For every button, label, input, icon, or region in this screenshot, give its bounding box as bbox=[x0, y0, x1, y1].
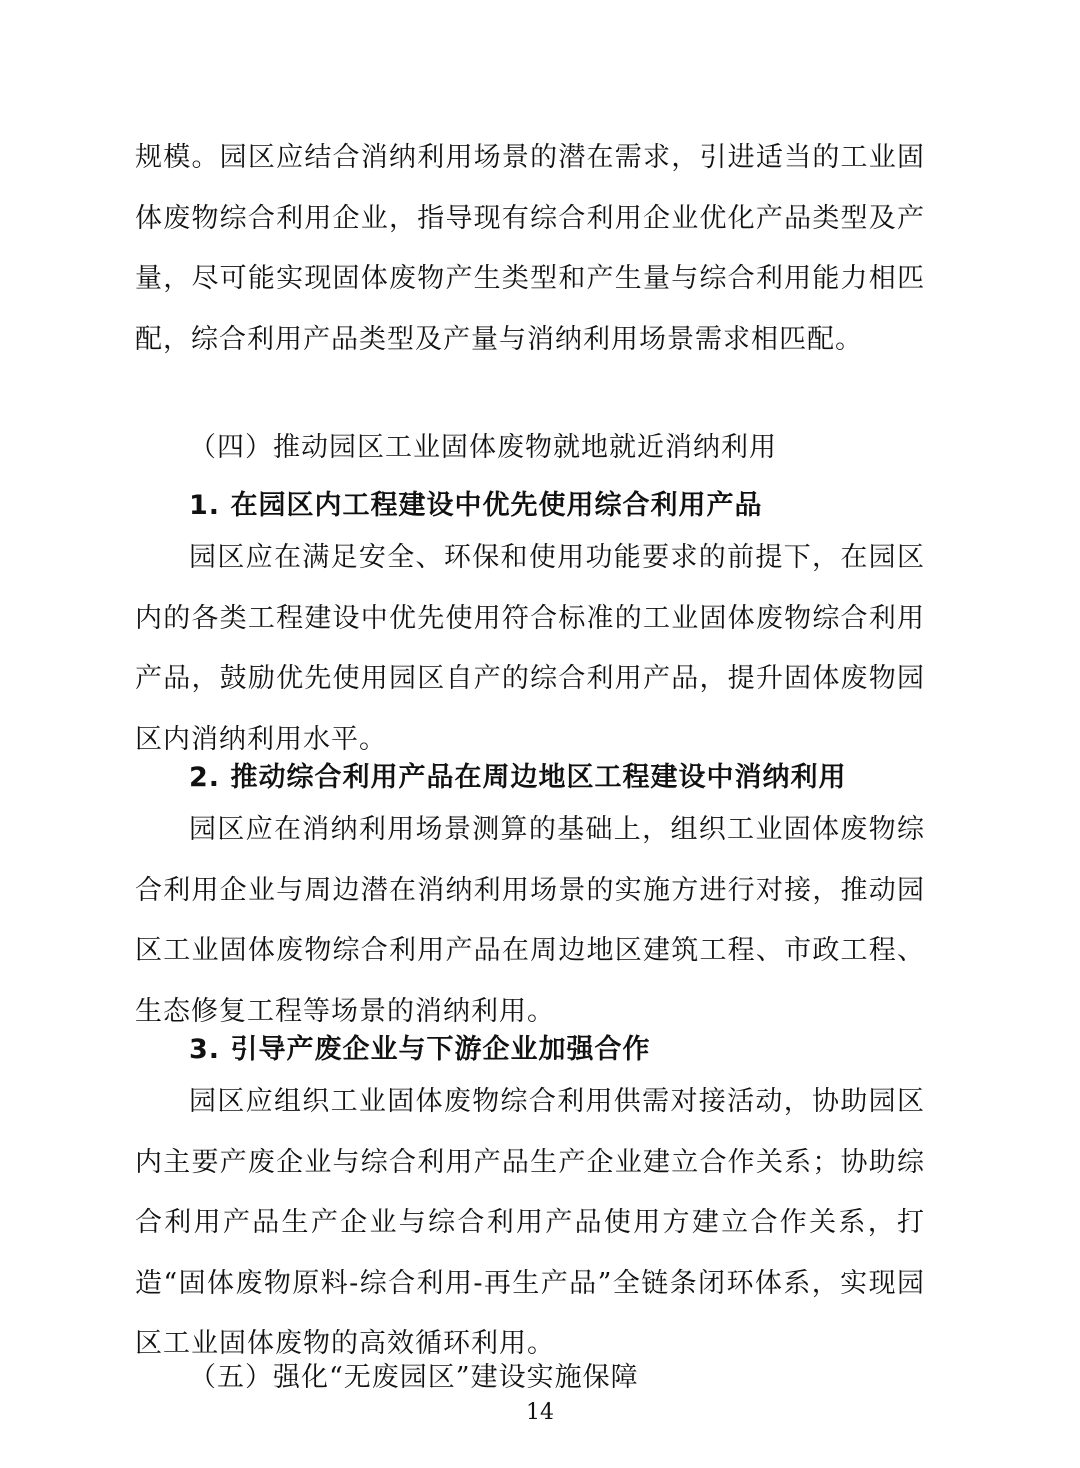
page-number: 14 bbox=[526, 1400, 554, 1425]
section-heading-5: （五）强化“无废园区”建设实施保障 bbox=[189, 1362, 639, 1393]
paragraph-continuation: 规模。园区应结合消纳利用场景的潜在需求，引进适当的工业固体废物综合利用企业，指导现有综合利用企业优化产品类型及产量，尽可能实现固体废物产生类型和产生量与综合利用能力相匹配，综合利用产品类型及产量与消纳利用场景需求相匹配。 bbox=[135, 142, 925, 355]
section-heading-4: （四）推动园区工业固体废物就地就近消纳利用 bbox=[189, 432, 777, 463]
paragraph-item-1: 园区应在满足安全、环保和使用功能要求的前提下，在园区内的各类工程建设中优先使用符合标准的工业固体废物综合利用产品，鼓励优先使用园区自产的综合利用产品，提升固体废物园区内消纳利用水平。 bbox=[135, 542, 925, 755]
subheading-2: 2. 推动综合利用产品在周边地区工程建设中消纳利用 bbox=[189, 762, 847, 793]
paragraph-item-2: 园区应在消纳利用场景测算的基础上，组织工业固体废物综合利用企业与周边潜在消纳利用场景的实施方进行对接，推动园区工业固体废物综合利用产品在周边地区建筑工程、市政工程、生态修复工程等场景的消纳利用。 bbox=[135, 814, 925, 1027]
subheading-3: 3. 引导产废企业与下游企业加强合作 bbox=[189, 1034, 651, 1065]
subheading-1: 1. 在园区内工程建设中优先使用综合利用产品 bbox=[189, 490, 763, 521]
paragraph-item-3: 园区应组织工业固体废物综合利用供需对接活动，协助园区内主要产废企业与综合利用产品生产企业建立合作关系；协助综合利用产品生产企业与综合利用产品使用方建立合作关系，打造“固体废物原料-综合利用-再生产品”全链条闭环体系，实现园区工业固体废物的高效循环利用。 bbox=[135, 1086, 925, 1359]
